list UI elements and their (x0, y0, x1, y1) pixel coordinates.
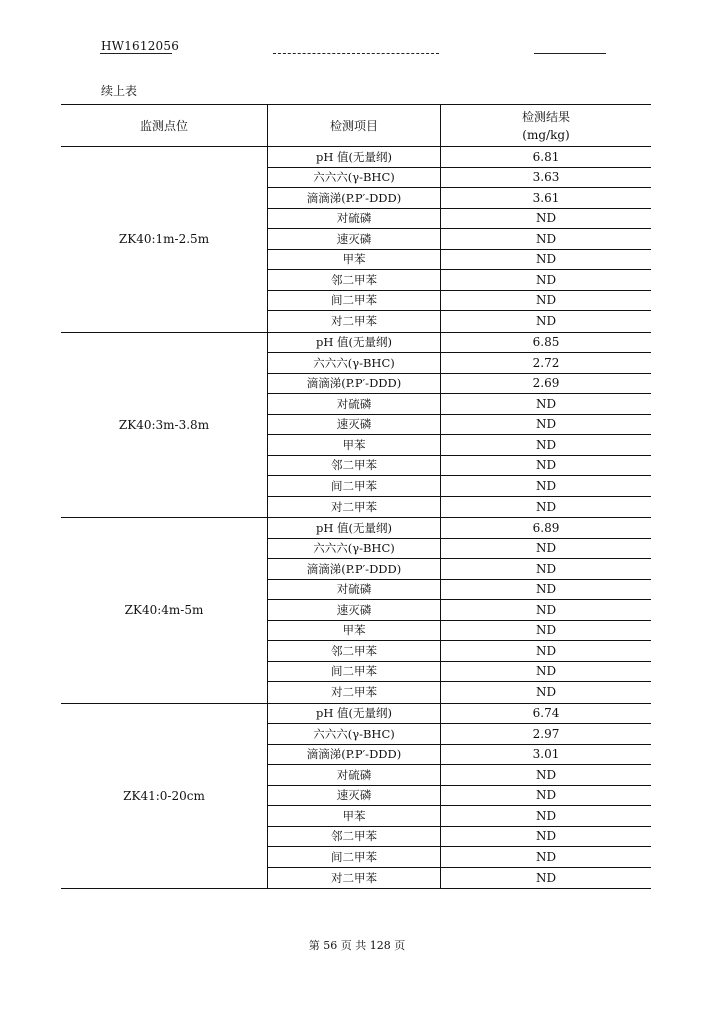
result-cell: ND (440, 270, 651, 290)
table-row (267, 250, 651, 271)
item-cell: 间二甲苯 (267, 291, 440, 311)
item-cell: 滴滴涕(P.P′-DDD) (267, 188, 440, 208)
site-cell: ZK41:0-20cm (123, 788, 205, 803)
item-cell: 滴滴涕(P.P′-DDD) (267, 374, 440, 394)
result-cell: 6.74 (440, 704, 651, 724)
item-cell: 邻二甲苯 (267, 641, 440, 661)
continued-table-label: 续上表 (101, 84, 138, 98)
result-cell: ND (440, 621, 651, 641)
item-cell: 速灭磷 (267, 415, 440, 435)
item-cell: 六六六(γ-BHC) (267, 168, 440, 188)
site-cell: ZK40:4m-5m (124, 603, 204, 618)
item-cell: 邻二甲苯 (267, 456, 440, 476)
table-row (267, 518, 651, 539)
result-cell: ND (440, 806, 651, 826)
item-cell: 甲苯 (267, 435, 440, 455)
table-row (267, 539, 651, 560)
table-group (61, 518, 651, 704)
item-cell: 间二甲苯 (267, 476, 440, 496)
table-row (267, 559, 651, 580)
header-rule-left (100, 53, 172, 54)
table-row (267, 600, 651, 621)
header-rule-right (534, 53, 606, 54)
item-cell: 邻二甲苯 (267, 827, 440, 847)
table-group (61, 333, 651, 519)
result-cell: ND (440, 476, 651, 496)
table-row (267, 435, 651, 456)
table-row (267, 188, 651, 209)
result-cell: ND (440, 786, 651, 806)
result-cell: 3.61 (440, 188, 651, 208)
table-row (267, 745, 651, 766)
table-row (267, 270, 651, 291)
header-result-unit: (mg/kg) (522, 127, 570, 142)
item-cell: 甲苯 (267, 806, 440, 826)
site-cell: ZK40:3m-3.8m (118, 417, 210, 432)
table-header (61, 105, 651, 147)
table-row (267, 641, 651, 662)
item-cell: 速灭磷 (267, 786, 440, 806)
result-cell: ND (440, 765, 651, 785)
item-cell: 对二甲苯 (267, 497, 440, 518)
header-item: 检测项目 (267, 105, 440, 146)
result-cell: ND (440, 456, 651, 476)
item-cell: 滴滴涕(P.P′-DDD) (267, 559, 440, 579)
item-cell: pH 值(无量纲) (267, 704, 440, 724)
table-row (267, 868, 651, 889)
item-cell: 甲苯 (267, 250, 440, 270)
item-cell: 对硫磷 (267, 394, 440, 414)
table-row (267, 621, 651, 642)
table-row (267, 374, 651, 395)
header-result-title: 检测结果 (521, 109, 570, 124)
table-row (267, 662, 651, 683)
table-row (267, 786, 651, 807)
result-cell: ND (440, 641, 651, 661)
site-cell: ZK40:1m-2.5m (118, 232, 210, 247)
item-cell: 滴滴涕(P.P′-DDD) (267, 745, 440, 765)
header-rule-middle (273, 53, 439, 54)
item-cell: 六六六(γ-BHC) (267, 724, 440, 744)
table-row (267, 806, 651, 827)
table-row (267, 476, 651, 497)
item-cell: 六六六(γ-BHC) (267, 539, 440, 559)
result-cell: ND (440, 868, 651, 889)
item-cell: 对硫磷 (267, 765, 440, 785)
table-row (267, 497, 651, 518)
table-group (61, 147, 651, 333)
table-row (267, 394, 651, 415)
table-row (267, 847, 651, 868)
result-cell: ND (440, 250, 651, 270)
item-cell: pH 值(无量纲) (267, 518, 440, 538)
document-id: HW1612056 (101, 39, 180, 53)
result-cell: ND (440, 559, 651, 579)
table-row (267, 168, 651, 189)
item-cell: 邻二甲苯 (267, 270, 440, 290)
table-row (267, 291, 651, 312)
results-table (61, 104, 651, 889)
item-cell: 甲苯 (267, 621, 440, 641)
table-row (267, 333, 651, 354)
table-group (61, 704, 651, 889)
table-row (267, 827, 651, 848)
item-cell: 对二甲苯 (267, 868, 440, 889)
item-cell: 对二甲苯 (267, 682, 440, 703)
result-cell: ND (440, 311, 651, 332)
table-row (267, 353, 651, 374)
item-cell: pH 值(无量纲) (267, 333, 440, 353)
item-cell: 对二甲苯 (267, 311, 440, 332)
table-row (267, 415, 651, 436)
result-cell: ND (440, 827, 651, 847)
result-cell: ND (440, 539, 651, 559)
header-site: 监测点位 (139, 119, 188, 133)
result-cell: ND (440, 580, 651, 600)
item-cell: 速灭磷 (267, 229, 440, 249)
result-cell: 3.01 (440, 745, 651, 765)
table-row (267, 456, 651, 477)
result-cell: ND (440, 497, 651, 518)
result-cell: ND (440, 415, 651, 435)
result-cell: 2.97 (440, 724, 651, 744)
header-result (440, 105, 651, 146)
table-row (267, 209, 651, 230)
result-cell: ND (440, 209, 651, 229)
item-cell: 六六六(γ-BHC) (267, 353, 440, 373)
result-cell: ND (440, 682, 651, 703)
result-cell: ND (440, 291, 651, 311)
item-cell: 速灭磷 (267, 600, 440, 620)
table-row (267, 724, 651, 745)
result-cell: 6.89 (440, 518, 651, 538)
item-cell: 对硫磷 (267, 209, 440, 229)
result-cell: 3.63 (440, 168, 651, 188)
result-cell: 2.69 (440, 374, 651, 394)
page-number: 第 56 页 共 128 页 (308, 939, 406, 952)
result-cell: 2.72 (440, 353, 651, 373)
result-cell: ND (440, 847, 651, 867)
result-cell: 6.81 (440, 147, 651, 167)
item-cell: 间二甲苯 (267, 662, 440, 682)
table-row (267, 580, 651, 601)
table-row (267, 682, 651, 703)
item-cell: pH 值(无量纲) (267, 147, 440, 167)
result-cell: ND (440, 394, 651, 414)
result-cell: ND (440, 662, 651, 682)
result-cell: 6.85 (440, 333, 651, 353)
result-cell: ND (440, 600, 651, 620)
result-cell: ND (440, 435, 651, 455)
item-cell: 间二甲苯 (267, 847, 440, 867)
table-row (267, 765, 651, 786)
item-cell: 对硫磷 (267, 580, 440, 600)
table-row (267, 311, 651, 332)
table-row (267, 147, 651, 168)
table-row (267, 229, 651, 250)
table-row (267, 704, 651, 725)
result-cell: ND (440, 229, 651, 249)
